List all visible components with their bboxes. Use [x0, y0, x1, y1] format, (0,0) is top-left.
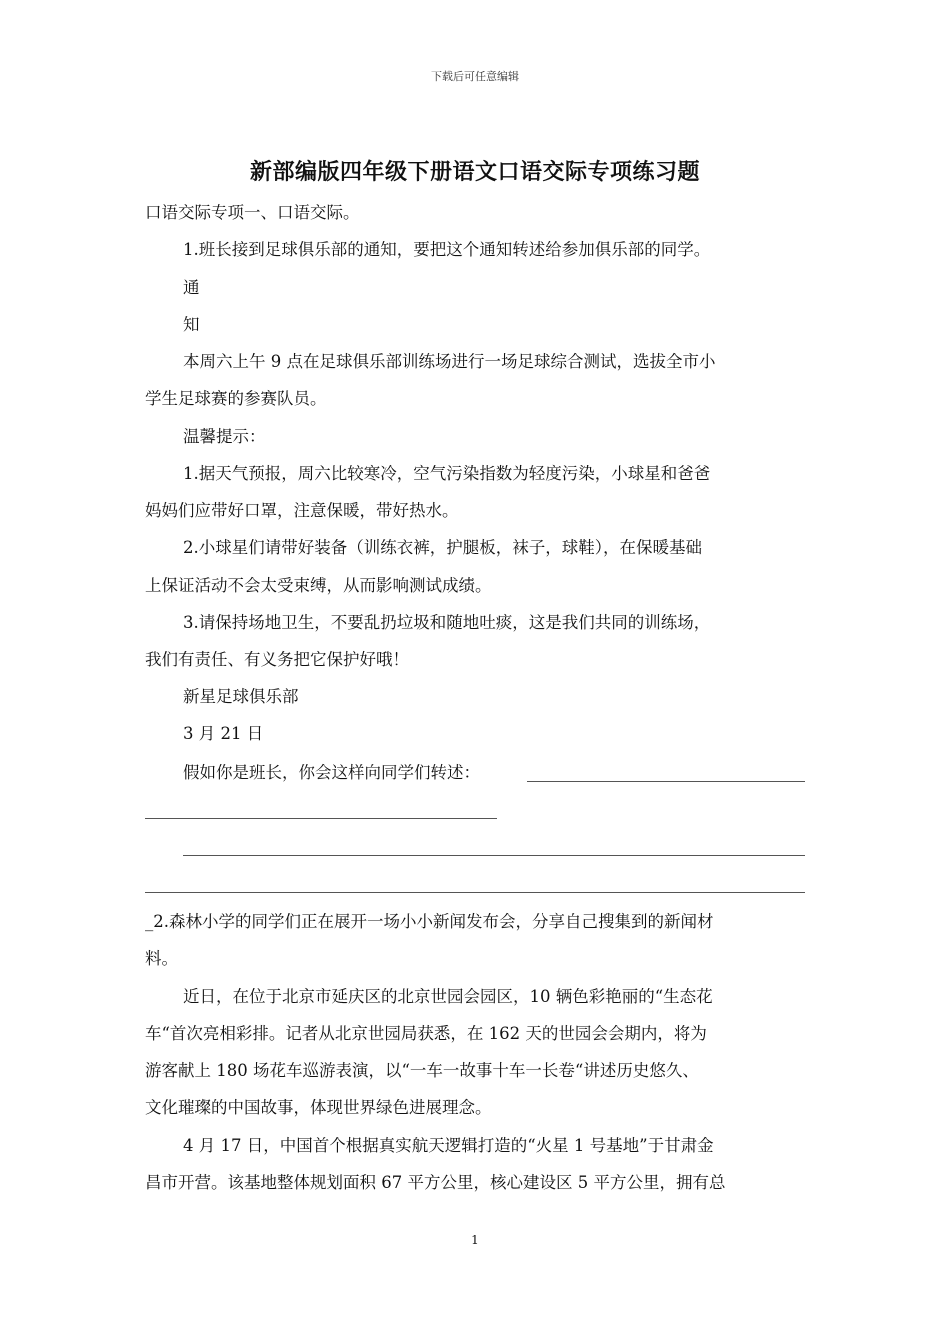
document-title: 新部编版四年级下册语文口语交际专项练习题	[249, 159, 700, 185]
tip-2-line: 2.小球星们请带好装备（训练衣裤，护腿板，袜子，球鞋），在保暖基础	[183, 538, 702, 557]
tip-1-line: 1.据天气预报，周六比较寒冷，空气污染指数为轻度污染，小球星和爸爸	[183, 464, 711, 483]
notice-body-line: 本周六上午 9 点在足球俱乐部训练场进行一场足球综合测试，选拔全市小	[183, 352, 716, 371]
news-1-line: 游客献上 180 场花车巡游表演，以“一车一故事十车一长卷“讲述历史悠久、	[145, 1061, 699, 1080]
tip-3-line: 我们有责任、有义务把它保护好哦！	[145, 650, 409, 669]
section-heading: 口语交际专项一、口语交际。	[145, 203, 360, 222]
notice-body-line: 学生足球赛的参赛队员。	[145, 389, 327, 408]
tip-3-line: 3.请保持场地卫生，不要乱扔垃圾和随地吐痰，这是我们共同的训练场，	[183, 613, 711, 632]
notice-title-char-1: 通	[183, 278, 200, 297]
tip-2-line: 上保证活动不会太受束缚，从而影响测试成绩。	[145, 576, 492, 595]
answer-blank-line[interactable]	[183, 855, 805, 856]
news-2-line: 昌市开营。该基地整体规划面积 67 平方公里，核心建设区 5 平方公里，拥有总	[145, 1173, 726, 1192]
notice-signature: 新星足球俱乐部	[183, 687, 299, 706]
notice-date: 3 月 21 日	[183, 724, 264, 743]
news-1-line: 文化璀璨的中国故事，体现世界绿色进展理念。	[145, 1098, 492, 1117]
news-1-line: 车“首次亮相彩排。记者从北京世园局获悉，在 162 天的世园会会期内，将为	[145, 1024, 707, 1043]
question-1-prompt: 1.班长接到足球俱乐部的通知，要把这个通知转述给参加俱乐部的同学。	[183, 240, 711, 259]
tips-heading: 温馨提示：	[183, 427, 266, 446]
answer-prompt: 假如你是班长，你会这样向同学们转述：	[183, 763, 480, 782]
question-2-prompt: 料。	[145, 949, 178, 968]
question-2-prompt: _2.森林小学的同学们正在展开一场小小新闻发布会，分享自己搜集到的新闻材	[145, 912, 714, 931]
tip-1-line: 妈妈们应带好口罩，注意保暖，带好热水。	[145, 501, 459, 520]
answer-blank-line[interactable]	[145, 892, 805, 893]
page-header-note: 下载后可任意编辑	[431, 70, 519, 83]
notice-title-char-2: 知	[183, 315, 200, 334]
news-1-line: 近日，在位于北京市延庆区的北京世园会园区，10 辆色彩艳丽的“生态花	[183, 987, 713, 1006]
news-2-line: 4 月 17 日，中国首个根据真实航天逻辑打造的“火星 1 号基地”于甘肃金	[183, 1136, 714, 1155]
answer-blank-line[interactable]	[145, 818, 497, 819]
answer-blank-line[interactable]	[527, 781, 805, 782]
page-number: 1	[471, 1233, 479, 1247]
